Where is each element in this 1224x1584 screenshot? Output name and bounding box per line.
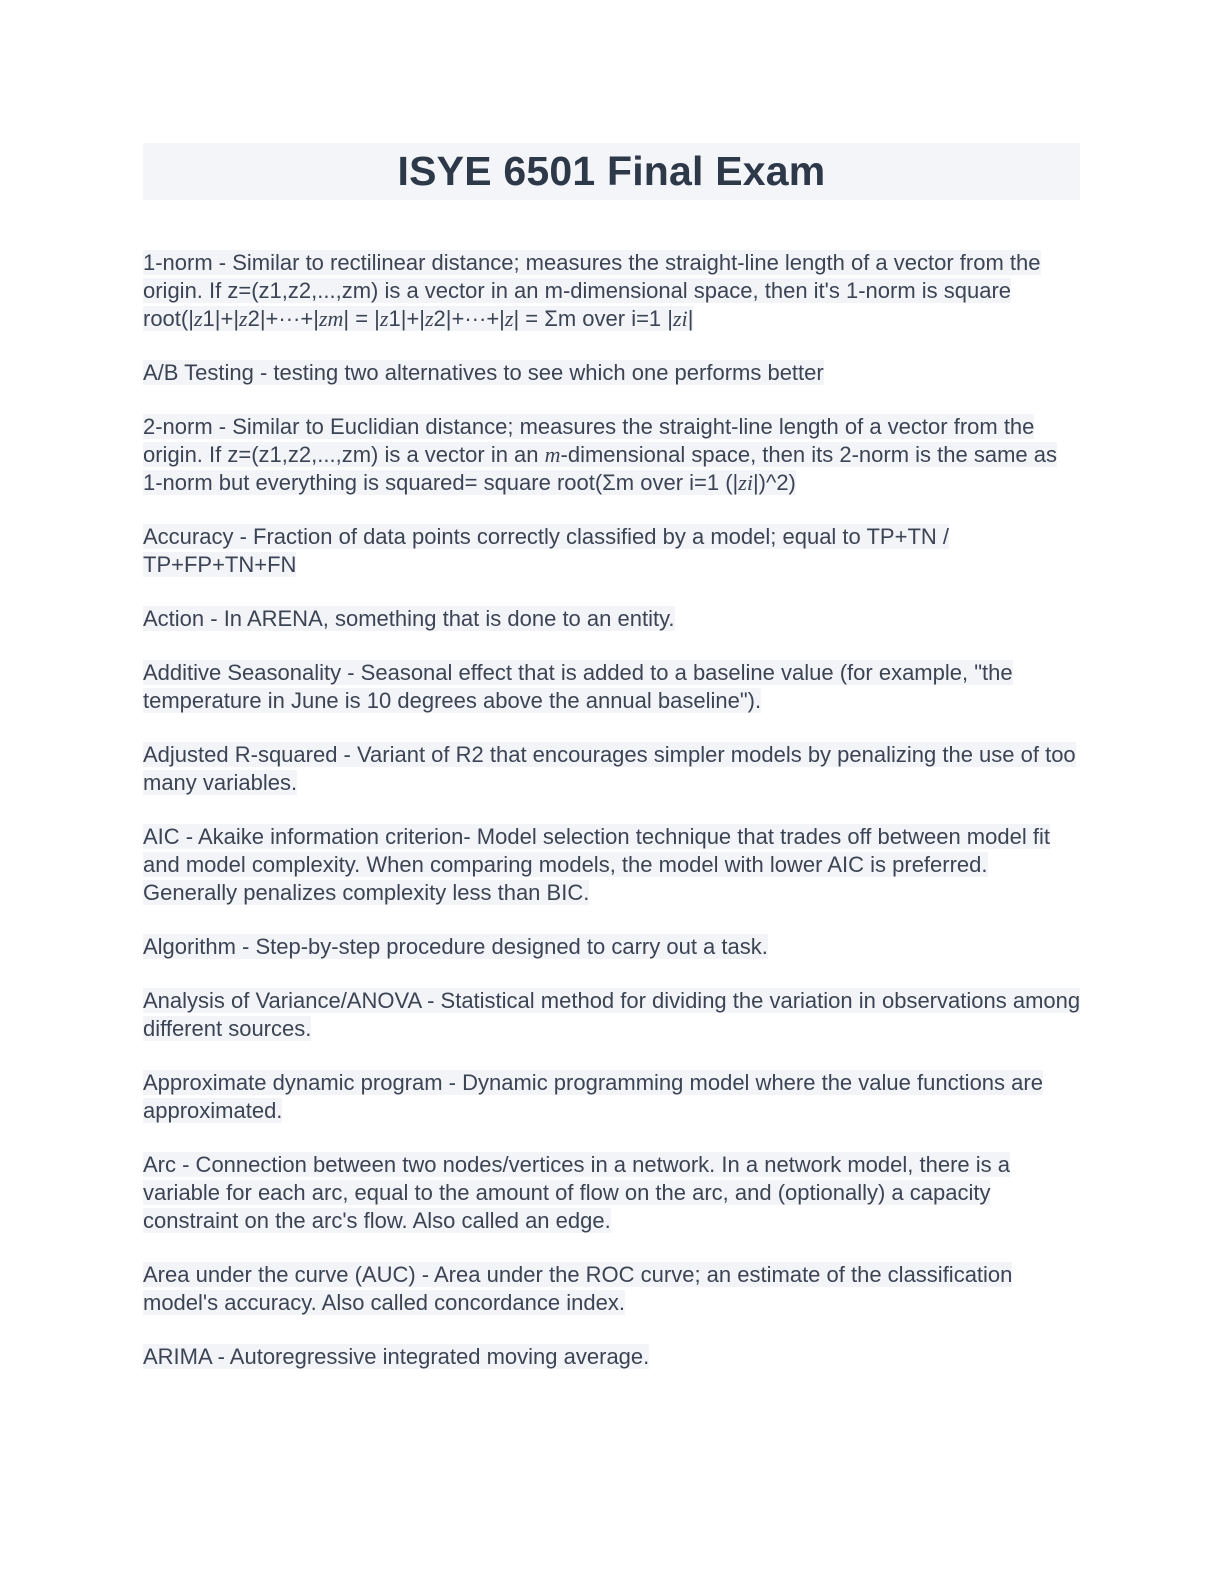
math-run: z [193, 306, 203, 331]
glossary-entry [143, 605, 1081, 633]
text-run: 2-norm - Similar to Euclidian distance; measures the straight-line length of a vector from the origin. If z=(z1,z2,...,zm) is a vector in an [143, 414, 1035, 467]
entry-text [143, 414, 1057, 495]
glossary-entry [143, 359, 1081, 387]
math-run: zi [738, 470, 753, 495]
text-run: 1-norm - Similar to rectilinear distance; measures the straight-line length of a vector from the origin. If z=(z1,z2,...,zm) is a vector in an m-dimensional space, then it's 1-norm is square root(| [143, 250, 1041, 331]
math-run: z [239, 306, 248, 331]
entry-text [143, 1152, 1010, 1233]
entry-text [143, 1262, 1012, 1315]
text-run: Adjusted R-squared - Variant of R2 that encourages simpler models by penalizing the use of too many variables. [143, 742, 1076, 795]
math-run: z [424, 306, 434, 331]
text-run: Algorithm - Step-by-step procedure designed to carry out a task. [143, 934, 768, 959]
text-run: 1|+| [202, 306, 240, 331]
math-run: zi [673, 306, 688, 331]
entry-text [143, 988, 1080, 1041]
math-run: z [504, 306, 514, 331]
glossary-entry [143, 987, 1081, 1043]
text-run: | [687, 306, 694, 331]
math-run: z [379, 306, 389, 331]
entry-text [143, 360, 824, 385]
entry-text [143, 524, 949, 577]
text-run: 2|+···+| [247, 306, 319, 331]
math-run: zm [318, 306, 344, 331]
text-run: AIC - Akaike information criterion- Model selection technique that trades off between model fit and model complexity. When comparing models, the model with lower AIC is preferred. Generally penalizes complexity less than BIC. [143, 824, 1050, 905]
glossary-entry [143, 741, 1081, 797]
glossary-entry [143, 1069, 1081, 1125]
glossary-entry [143, 1151, 1081, 1235]
glossary-entry [143, 249, 1081, 333]
text-run: | = Σm over i=1 | [513, 306, 673, 331]
text-run: Analysis of Variance/ANOVA - Statistical method for dividing the variation in observations among different sources. [143, 988, 1081, 1041]
math-run: m [544, 442, 561, 467]
glossary-entry [143, 823, 1081, 907]
glossary-entry [143, 523, 1081, 579]
entry-text [143, 1344, 649, 1369]
text-run: Approximate dynamic program - Dynamic programming model where the value functions are approximated. [143, 1070, 1043, 1123]
text-run: Action - In ARENA, something that is done to an entity. [143, 606, 675, 631]
glossary-entry [143, 413, 1081, 497]
text-run: |)^2) [752, 470, 796, 495]
glossary-list [143, 249, 1081, 1371]
glossary-entry [143, 933, 1081, 961]
text-run: Arc - Connection between two nodes/vertices in a network. In a network model, there is a variable for each arc, equal to the amount of flow on the arc, and (optionally) a capacity constraint on the arc's flow. Also called an edge. [143, 1152, 1010, 1233]
text-run: -dimensional space, then its 2-norm is the same as 1-norm but everything is squared= square root(Σm over i=1 (| [143, 442, 1057, 495]
entry-text [143, 1070, 1043, 1123]
text-run: Area under the curve (AUC) - Area under the ROC curve; an estimate of the classification model's accuracy. Also called concordance index. [143, 1262, 1013, 1315]
text-run: 1|+| [388, 306, 425, 331]
entry-text [143, 660, 1013, 713]
page-title: ISYE 6501 Final Exam [397, 148, 826, 194]
text-run: | = | [343, 306, 380, 331]
entry-text [143, 934, 768, 959]
glossary-entry [143, 1343, 1081, 1371]
text-run: Accuracy - Fraction of data points correctly classified by a model; equal to TP+TN / TP+FP+TN+FN [143, 524, 949, 577]
title-band [143, 143, 1080, 200]
entry-text [143, 606, 675, 631]
text-run: Additive Seasonality - Seasonal effect that is added to a baseline value (for example, "the temperature in June is 10 degrees above the annual baseline"). [143, 660, 1013, 713]
text-run: A/B Testing - testing two alternatives to see which one performs better [143, 360, 824, 385]
glossary-entry [143, 1261, 1081, 1317]
entry-text [143, 742, 1076, 795]
text-run: 2|+···+| [433, 306, 505, 331]
entry-text [143, 250, 1041, 331]
glossary-entry [143, 659, 1081, 715]
entry-text [143, 824, 1050, 905]
text-run: ARIMA - Autoregressive integrated moving average. [143, 1344, 650, 1369]
